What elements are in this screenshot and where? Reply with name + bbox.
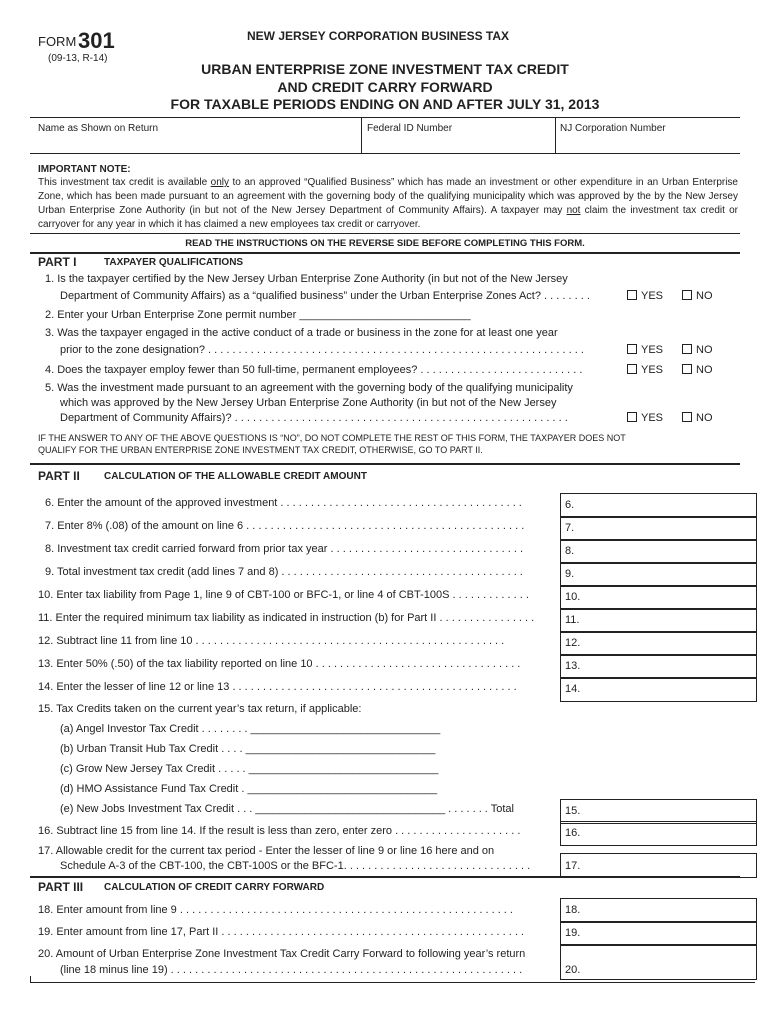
rule (30, 876, 740, 878)
line20-label-cont: (line 18 minus line 19) . . . . . . . . . . . . . . . . . . . . . . . . . . . . . . . . . . . . . . . . . . . . . . . . . . . . . . . . . . (60, 964, 523, 976)
line9-number: 9. (565, 568, 575, 580)
line13-label: 13. Enter 50% (.50) of the tax liability reported on line 10 . . . . . . . . . . . . . . . . . . . . . . . . . . . . . . . . . . (38, 658, 521, 670)
q1-text-cont: Department of Community Affairs) as a “qualified business” under the Urban Enterprise Zones Act? . . . . . . . . (60, 290, 590, 302)
checkbox-icon (682, 290, 692, 300)
q4-no-checkbox[interactable]: NO (682, 364, 713, 376)
line8-number: 8. (565, 545, 575, 557)
line13-number: 13. (565, 660, 581, 672)
line7-amount-input[interactable] (560, 516, 757, 541)
q5-yes-checkbox[interactable]: YES (627, 412, 663, 424)
rule (30, 463, 740, 465)
part2-title: CALCULATION OF THE ALLOWABLE CREDIT AMOUNT (104, 471, 367, 482)
rule (30, 252, 740, 254)
line20-amount-input[interactable] (560, 944, 757, 980)
line12-number: 12. (565, 637, 581, 649)
checkbox-icon (627, 290, 637, 300)
rule (30, 233, 740, 234)
q3-text-cont: prior to the zone designation? . . . . . . . . . . . . . . . . . . . . . . . . . . . . . . . . . . . . . . . . . . . . . . . . . . . . . . . . . . . . . . (60, 344, 584, 356)
q2-text: 2. Enter your Urban Enterprise Zone permit number ____________________________ (45, 309, 471, 321)
part1-title: TAXPAYER QUALIFICATIONS (104, 257, 244, 268)
line11-label: 11. Enter the required minimum tax liability as indicated in instruction (b) for Part II . . . . . . . . . . . . . . . . (38, 612, 535, 624)
q3-no-checkbox[interactable]: NO (682, 344, 713, 356)
line10-amount-input[interactable] (560, 585, 757, 610)
q1-text: 1. Is the taxpayer certified by the New Jersey Urban Enterprise Zone Authority (in but not of the New Jersey (45, 273, 568, 285)
rule (30, 117, 740, 118)
line15d-label: (d) HMO Assistance Fund Tax Credit . _______________________________ (60, 783, 438, 795)
checkbox-icon (627, 364, 637, 374)
line6-number: 6. (565, 499, 575, 511)
line18-amount-input[interactable] (560, 898, 757, 923)
qualification-warning-cont: QUALIFY FOR THE URBAN ENTERPRISE ZONE INVESTMENT TAX CREDIT, OTHERWISE, GO TO PART II. (38, 445, 483, 455)
agency-name: NEW JERSEY CORPORATION BUSINESS TAX (247, 29, 510, 43)
q5-text: 5. Was the investment made pursuant to an agreement with the governing body of the qualifying municipality (45, 382, 573, 394)
nj-corp-field-label: NJ Corporation Number (560, 123, 666, 134)
line13-amount-input[interactable] (560, 654, 757, 679)
part1-label: PART I (38, 255, 77, 269)
rule (361, 117, 362, 153)
line7-label: 7. Enter 8% (.08) of the amount on line 6 . . . . . . . . . . . . . . . . . . . . . . . . . . . . . . . . . . . . . . . . . . . . . . (45, 520, 525, 532)
line7-number: 7. (565, 522, 575, 534)
line14-number: 14. (565, 683, 581, 695)
q3-yes-checkbox[interactable]: YES (627, 344, 663, 356)
line11-amount-input[interactable] (560, 608, 757, 633)
line17-amount-input[interactable] (560, 853, 757, 878)
line15-label: 15. Tax Credits taken on the current year’s tax return, if applicable: (38, 703, 362, 715)
line8-amount-input[interactable] (560, 539, 757, 564)
line15e-label: (e) New Jobs Investment Tax Credit . . . _______________________________ . . . . . . . Total (60, 803, 514, 815)
note-body: This investment tax credit is available only to an approved “Qualified Business” which has made an investment or other expenditure in an Urban Enterprise Zone, which has been made pursuant to an agreement with the governing body of the qualifying municipality which was approved by the by the New Jersey Urban Enterprise Zone Authority (in but not of the New Jersey Department of Community Affairs). A taxpayer may not claim the investment tax credit or carryover for any year in which it has claimed a new employees tax credit or carryover. (38, 177, 738, 230)
rule (30, 982, 755, 983)
checkbox-icon (682, 364, 692, 374)
rule (555, 117, 556, 153)
line15b-label: (b) Urban Transit Hub Tax Credit . . . . _______________________________ (60, 743, 436, 755)
line19-label: 19. Enter amount from line 17, Part II . . . . . . . . . . . . . . . . . . . . . . . . . . . . . . . . . . . . . . . . . . . . . . . . . . (38, 926, 524, 938)
part3-label: PART III (38, 880, 84, 894)
line8-label: 8. Investment tax credit carried forward from prior tax year . . . . . . . . . . . . . . . . . . . . . . . . . . . . . . . . (45, 543, 524, 555)
checkbox-icon (682, 412, 692, 422)
fein-field-label: Federal ID Number (367, 123, 453, 134)
line10-number: 10. (565, 591, 581, 603)
line15a-label: (a) Angel Investor Tax Credit . . . . . . . . _______________________________ (60, 723, 441, 735)
checkbox-icon (627, 412, 637, 422)
line9-amount-input[interactable] (560, 562, 757, 587)
line14-label: 14. Enter the lesser of line 12 or line 13 . . . . . . . . . . . . . . . . . . . . . . . . . . . . . . . . . . . . . . . . . . . . . . . (38, 681, 517, 693)
rule (30, 153, 740, 154)
line11-number: 11. (565, 614, 580, 626)
line9-label: 9. Total investment tax credit (add lines 7 and 8) . . . . . . . . . . . . . . . . . . . . . . . . . . . . . . . . . . . . . . . . (45, 566, 523, 578)
name-input[interactable] (34, 134, 358, 152)
line12-amount-input[interactable] (560, 631, 757, 656)
checkbox-icon (682, 344, 692, 354)
line14-amount-input[interactable] (560, 677, 757, 702)
line15a-input[interactable] (262, 721, 480, 735)
q1-no-checkbox[interactable]: NO (682, 290, 713, 302)
line15e-input[interactable] (262, 801, 480, 815)
q4-text: 4. Does the taxpayer employ fewer than 50 full-time, permanent employees? . . . . . . . . . . . . . . . . . . . . . . . . . . . (45, 364, 583, 376)
line15-number: 15. (565, 805, 581, 817)
line16-number: 16. (565, 827, 581, 839)
line19-amount-input[interactable] (560, 921, 757, 946)
line17-label-cont: Schedule A-3 of the CBT-100, the CBT-100S or the BFC-1. . . . . . . . . . . . . . . . . . . . . . . . . . . . . . . (60, 860, 531, 872)
line15c-input[interactable] (262, 761, 480, 775)
form-number: 301 (78, 28, 115, 53)
qualification-warning: IF THE ANSWER TO ANY OF THE ABOVE QUESTIONS IS “NO”, DO NOT COMPLETE THE REST OF THIS FORM, THE TAXPAYER DOES NOT (38, 433, 626, 443)
line16-label: 16. Subtract line 15 from line 14. If the result is less than zero, enter zero . . . . . . . . . . . . . . . . . . . . . (38, 825, 521, 837)
q5-no-checkbox[interactable]: NO (682, 412, 713, 424)
line15b-input[interactable] (262, 741, 480, 755)
part2-label: PART II (38, 469, 80, 483)
line15d-input[interactable] (262, 781, 480, 795)
title-line-2: AND CREDIT CARRY FORWARD (277, 79, 493, 95)
line17-number: 17. (565, 860, 581, 872)
line18-number: 18. (565, 904, 581, 916)
nj-corp-input[interactable] (558, 134, 738, 152)
q5-text-cont: which was approved by the New Jersey Urban Enterprise Zone Authority (in but not of the New Jersey (60, 397, 557, 409)
q5-text-cont: Department of Community Affairs)? . . . . . . . . . . . . . . . . . . . . . . . . . . . . . . . . . . . . . . . . . . . . . . . . . . . . . . . (60, 412, 568, 424)
title-line-1: URBAN ENTERPRISE ZONE INVESTMENT TAX CREDIT (201, 61, 569, 77)
name-field-label: Name as Shown on Return (38, 123, 159, 134)
part3-title: CALCULATION OF CREDIT CARRY FORWARD (104, 882, 325, 893)
q1-yes-checkbox[interactable]: YES (627, 290, 663, 302)
line6-label: 6. Enter the amount of the approved investment . . . . . . . . . . . . . . . . . . . . . . . . . . . . . . . . . . . . . . . . (45, 497, 522, 509)
line12-label: 12. Subtract line 11 from line 10 . . . . . . . . . . . . . . . . . . . . . . . . . . . . . . . . . . . . . . . . . . . . . . . . . . . (38, 635, 505, 647)
line10-label: 10. Enter tax liability from Page 1, line 9 of CBT-100 or BFC-1, or line 4 of CBT-100S . . . . . . . . . . . . . (38, 589, 529, 601)
note-heading: IMPORTANT NOTE: (38, 164, 131, 175)
line20-label: 20. Amount of Urban Enterprise Zone Investment Tax Credit Carry Forward to following year’s return (38, 948, 526, 960)
line15c-label: (c) Grow New Jersey Tax Credit . . . . . _______________________________ (60, 763, 439, 775)
line17-label: 17. Allowable credit for the current tax period - Enter the lesser of line 9 or line 16 here and on (38, 845, 495, 857)
form-revision: (09-13, R-14) (48, 53, 108, 64)
form-label: FORM (38, 34, 77, 49)
q4-yes-checkbox[interactable]: YES (627, 364, 663, 376)
line6-amount-input[interactable] (560, 493, 757, 518)
line16-amount-input[interactable] (560, 821, 757, 846)
line19-number: 19. (565, 927, 581, 939)
q3-text: 3. Was the taxpayer engaged in the active conduct of a trade or business in the zone for at least one year (45, 327, 558, 339)
rule (30, 976, 31, 982)
line20-number: 20. (565, 964, 581, 976)
fein-input[interactable] (364, 134, 552, 152)
line18-label: 18. Enter amount from line 9 . . . . . . . . . . . . . . . . . . . . . . . . . . . . . . . . . . . . . . . . . . . . . . . . . . . . . . . (38, 904, 513, 916)
checkbox-icon (627, 344, 637, 354)
title-line-3: FOR TAXABLE PERIODS ENDING ON AND AFTER JULY 31, 2013 (170, 96, 600, 112)
instruction-banner: READ THE INSTRUCTIONS ON THE REVERSE SIDE BEFORE COMPLETING THIS FORM. (185, 238, 585, 249)
permit-number-input[interactable] (312, 307, 502, 321)
